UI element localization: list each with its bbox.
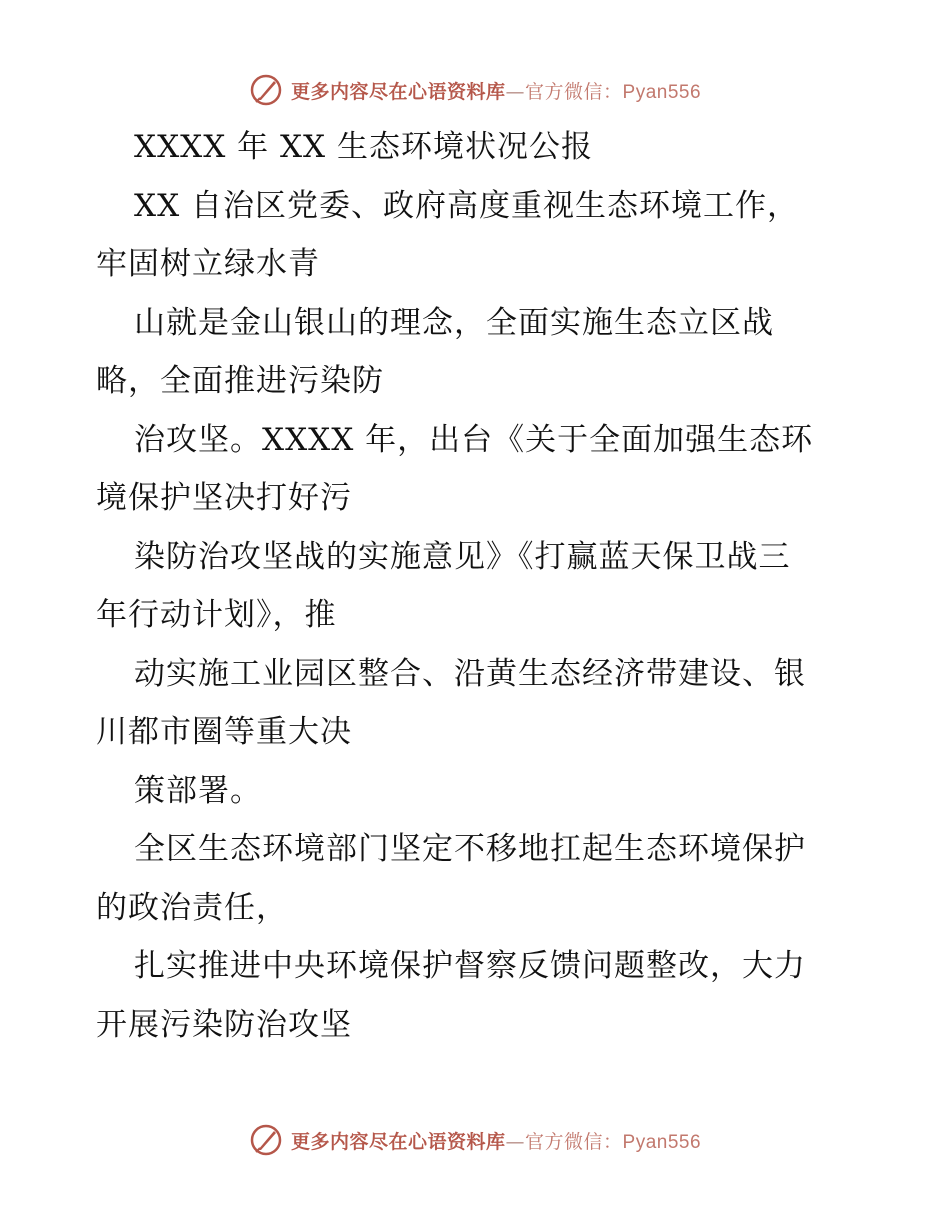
paragraph-line: 扎实推进中央环境保护督察反馈问题整改，大力 xyxy=(134,948,806,984)
paragraph-line: 全区生态环境部门坚定不移地扛起生态环境保护 xyxy=(134,831,806,867)
paragraph-line: 动实施工业园区整合、沿黄生态经济带建设、银 xyxy=(134,655,806,692)
document-title: XXXX 年 XX 生态环境状况公报 xyxy=(134,129,593,165)
paragraph-line: 治攻坚。XXXX 年，出台《关于全面加强生态环 xyxy=(134,421,814,458)
paragraph-line: 年行动计划》，推 xyxy=(96,597,337,633)
paragraph-line: 境保护坚决打好污 xyxy=(96,480,352,516)
paragraph-line: 牢固树立绿水青 xyxy=(96,246,320,282)
paragraph-line: 染防治攻坚战的实施意见》《打赢蓝天保卫战三 xyxy=(134,538,791,575)
watermark-wechat-id: Pyan556 xyxy=(622,1131,702,1153)
watermark-wechat-id: Pyan556 xyxy=(622,81,702,103)
document-body xyxy=(96,118,856,1054)
footer-watermark xyxy=(0,1120,950,1160)
watermark-separator: ： xyxy=(603,1130,623,1153)
watermark-brand: 更多内容尽在心语资料库 xyxy=(290,1130,506,1153)
paragraph-line: 开展污染防治攻坚 xyxy=(96,1006,352,1043)
watermark-dash: — xyxy=(505,80,525,103)
paragraph-line: 的政治责任， xyxy=(96,889,288,926)
header-watermark xyxy=(0,70,950,110)
quill-logo-icon xyxy=(249,1123,283,1157)
watermark-brand: 更多内容尽在心语资料库 xyxy=(290,80,506,103)
paragraph-line: XX 自治区党委、政府高度重视生态环境工作， xyxy=(134,187,799,224)
watermark-dash: — xyxy=(505,1130,525,1153)
watermark-wechat-label: 官方微信 xyxy=(524,1130,603,1153)
paragraph-line: 川都市圈等重大决 xyxy=(96,714,352,750)
paragraph-line: 略，全面推进污染防 xyxy=(96,363,384,399)
watermark-separator: ： xyxy=(603,80,623,103)
watermark-text xyxy=(291,77,701,104)
watermark-text xyxy=(291,1127,701,1154)
quill-logo-icon xyxy=(249,73,283,107)
paragraph-line: 山就是金山银山的理念，全面实施生态立区战 xyxy=(134,304,774,341)
paragraph-line: 策部署。 xyxy=(134,772,262,809)
watermark-wechat-label: 官方微信 xyxy=(524,80,603,103)
